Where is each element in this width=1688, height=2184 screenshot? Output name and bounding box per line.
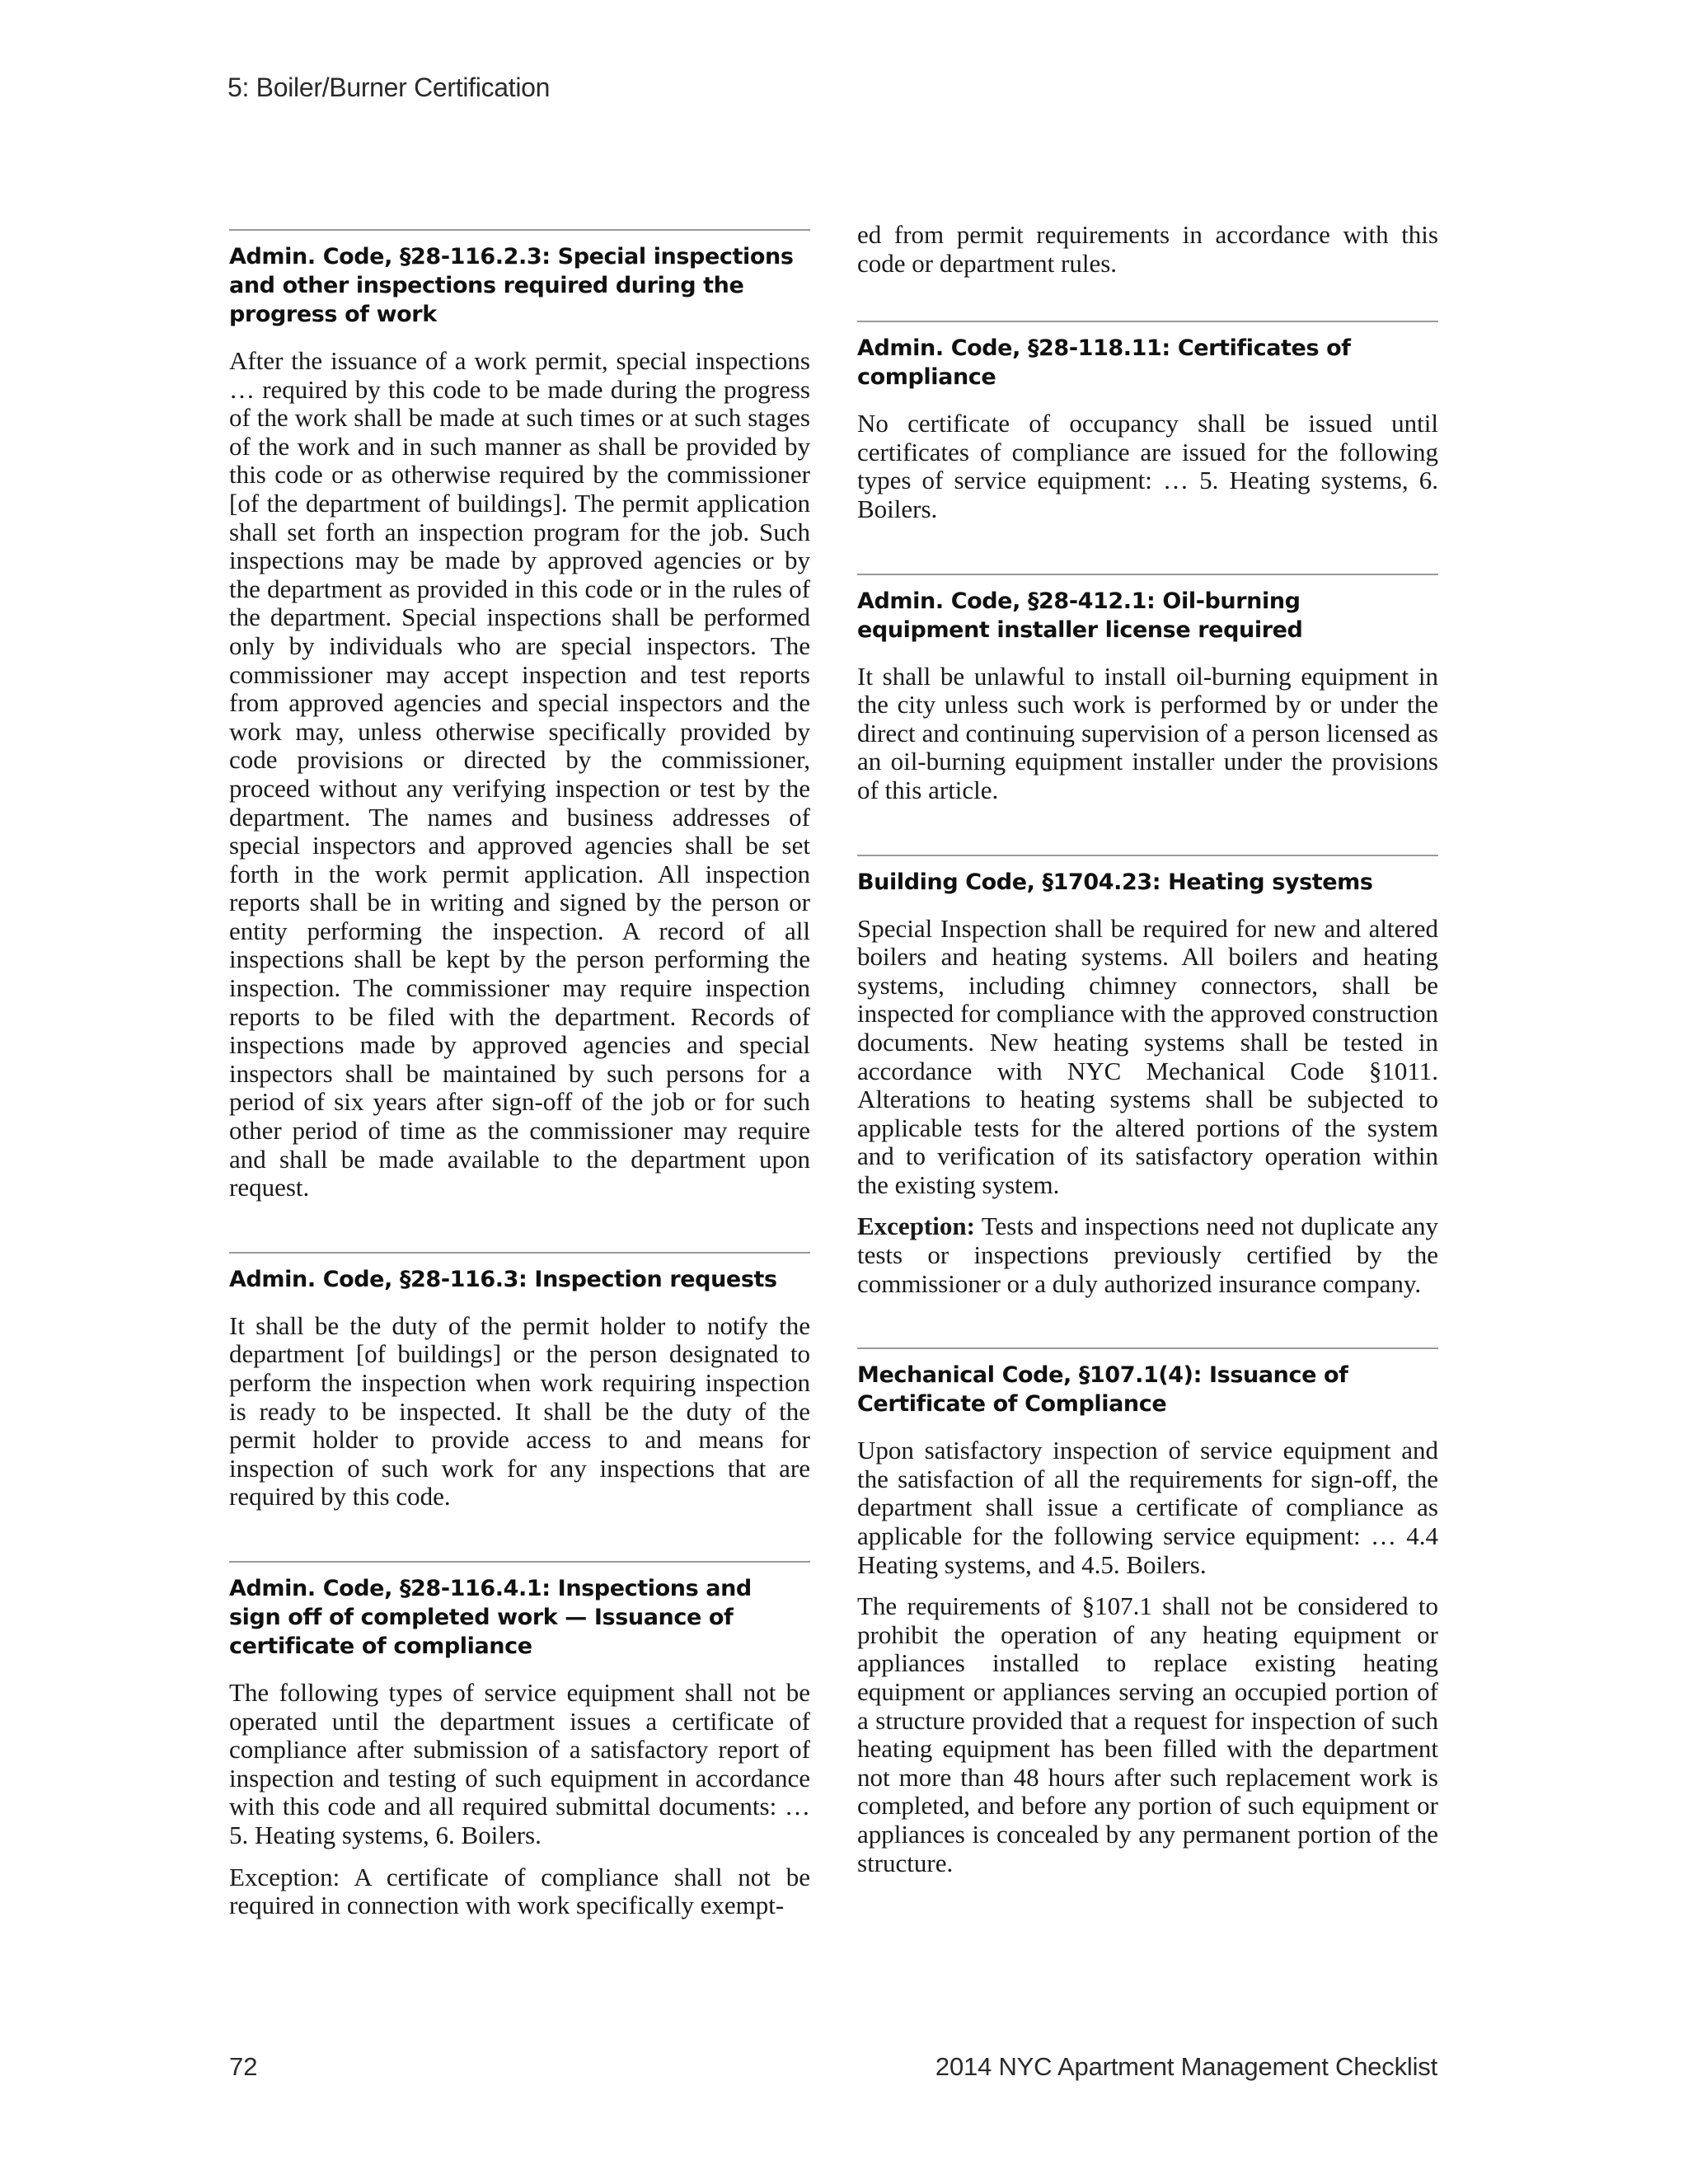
section-heading: Admin. Code, §28-116.2.3: Special inspections and other inspections required during the progress of work [229, 244, 794, 327]
section-paragraph: It shall be the duty of the permit holder to notify the department [of buildings] or the person designated to perform the inspection when work requiring inspection is ready to be inspected. It shall be the duty of the permit holder to provide access to and means for inspection of such work for any inspections that are required by this code. [229, 1310, 810, 1511]
exception-label: Exception: [857, 1212, 975, 1241]
exception-paragraph [857, 1212, 1438, 1298]
section-sign-off-completed-work [229, 1561, 810, 1920]
section-paragraph: The requirements of §107.1 shall not be considered to prohibit the operation of any heating equipment or appliances installed to replace existing heating equipment or appliances serving an occupied portion of a structure provided that a request for inspection of such heating equipment has been filled with the department not more than 48 hours after such replacement work is completed, and before any portion of such equipment or appliances is concealed by any permanent portion of the structure. [857, 1591, 1438, 1877]
section-paragraph: Exception: A certificate of compliance shall not be required in connection with work specifically exempt- [229, 1862, 810, 1920]
section-paragraph: It shall be unlawful to install oil-burning equipment in the city unless such work is performed by or under the direct and continuing supervision of a person licensed as an oil-burning equipment installer under the provisions of this article. [857, 661, 1438, 804]
section-paragraph: No certificate of occupancy shall be issued until certificates of compliance are issued for the following types of service equipment: … 5. Heating systems, 6. Boilers. [857, 409, 1438, 523]
section-continuation [857, 221, 1438, 278]
section-special-inspections [229, 229, 810, 1202]
section-mechanical-code-certificate [857, 1347, 1438, 1877]
section-heading: Admin. Code, §28-118.11: Certificates of compliance [857, 335, 1351, 391]
section-heading: Mechanical Code, §107.1(4): Issuance of Certificate of Compliance [857, 1362, 1348, 1418]
section-heading: Admin. Code, §28-116.4.1: Inspections and sign off of completed work — Issuance of certificate of compliance [229, 1575, 752, 1659]
right-column [857, 221, 1438, 1927]
continuation-paragraph: ed from permit requirements in accordance with this code or department rules. [857, 220, 1438, 278]
left-column [229, 229, 810, 1970]
section-paragraph: Special Inspection shall be required for new and altered boilers and heating systems. All boilers and heating systems, including chimney connectors, shall be inspected for compliance with the approved construction documents. New heating systems shall be tested in accordance with NYC Mechanical Code §1011. Alterations to heating systems shall be subjected to applicable tests for the altered portions of the system and to verification of its satisfactory operation within the existing system. [857, 913, 1438, 1199]
section-oil-burning-license [857, 574, 1438, 805]
section-heading: Building Code, §1704.23: Heating systems [857, 869, 1373, 895]
section-heating-systems [857, 855, 1438, 1299]
section-heading: Admin. Code, §28-116.3: Inspection requests [229, 1266, 777, 1292]
exception-text: Tests and inspections need not duplicate any tests or inspections previously certified by the commissioner or a duly authorized insurance company. [857, 1212, 1438, 1298]
section-paragraph: The following types of service equipment shall not be operated until the department issues a certificate of compliance after submission of a satisfactory report of inspection and testing of such equipment in accordance with this code and all required submittal documents: … 5. Heating systems, 6. Boilers. [229, 1677, 810, 1849]
section-paragraph: After the issuance of a work permit, special inspections … required by this code to be made during the progress of the work shall be made at such times or at such stages of the work and in such manner as shall be provided by this code or as otherwise required by the commissioner [of the department of buildings]. The permit application shall set forth an inspection program for the job. Such inspections may be made by approved agencies or by the department as provided in this code or in the rules of the department. Special inspections shall be performed only by individuals who are special inspectors. The commissioner may accept inspection and test reports from approved agencies and special inspectors and the work may, unless otherwise specifically provided by code provisions or directed by the commissioner, proceed without any verifying inspection or test by the department. The names and business addresses of special inspectors and approved agencies shall be set forth in the work permit application. All inspection reports shall be in writing and signed by the person or entity performing the inspection. A record of all inspections shall be kept by the person performing the inspection. The commissioner may require inspection reports to be filed with the department. Records of inspections made by approved agencies and special inspectors shall be maintained by such persons for a period of six years after sign-off of the job or for such other period of time as the commissioner may require and shall be made available to the department upon request. [229, 346, 810, 1202]
section-heading: Admin. Code, §28-412.1: Oil-burning equipment installer license required [857, 588, 1303, 643]
section-paragraph: Upon satisfactory inspection of service equipment and the satisfaction of all the requirements for sign-off, the department shall issue a certificate of compliance as applicable for the following service equipment: … 4.4 Heating systems, and 4.5. Boilers. [857, 1436, 1438, 1579]
running-head: 5: Boiler/Burner Certification [227, 73, 551, 102]
section-inspection-requests [229, 1252, 810, 1511]
page-number: 72 [229, 2052, 258, 2081]
publication-title: 2014 NYC Apartment Management Checklist [935, 2052, 1437, 2081]
section-certificates-of-compliance [857, 321, 1438, 523]
